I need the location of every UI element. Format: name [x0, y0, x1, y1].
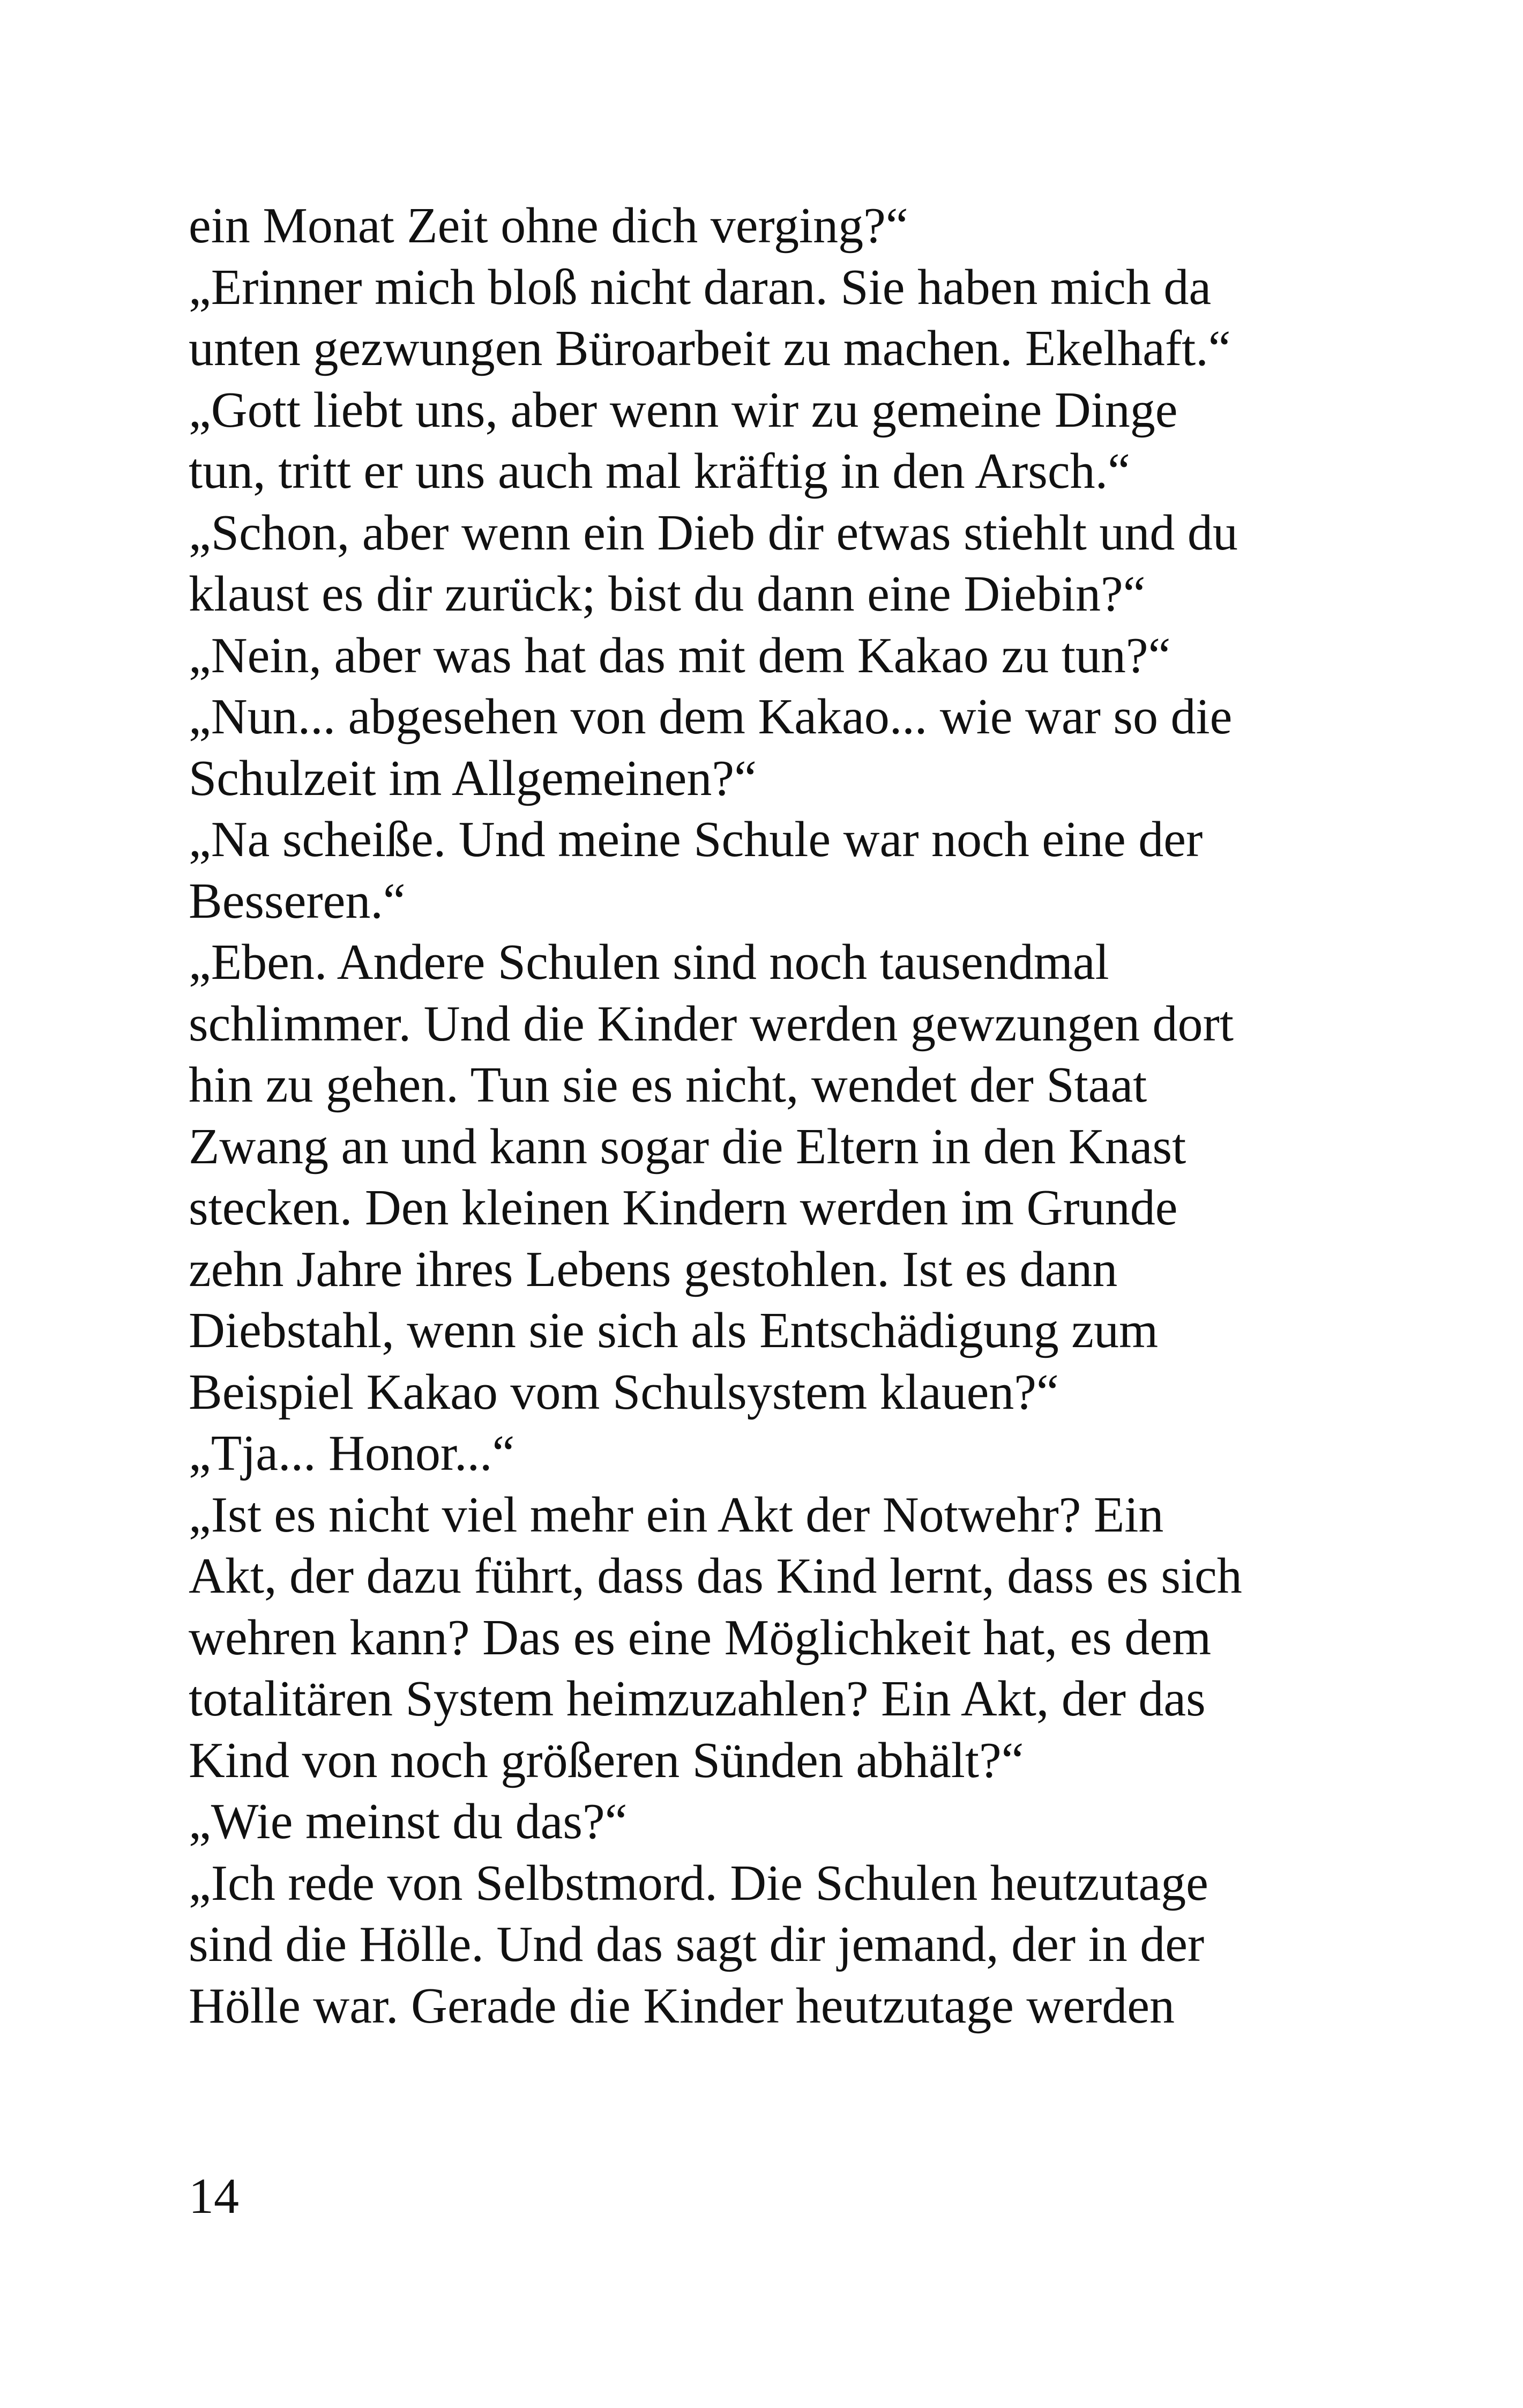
text-line: „Erinner mich bloß nicht daran. Sie haben mich da [189, 259, 1212, 315]
text-line: „Na scheiße. Und meine Schule war noch eine der [189, 812, 1203, 867]
text-line: Besseren.“ [189, 873, 406, 929]
text-line: wehren kann? Das es eine Möglichkeit hat, es dem [189, 1609, 1212, 1666]
text-line: Zwang an und kann sogar die Eltern in den Knast [189, 1118, 1186, 1175]
body-text [189, 195, 1346, 2037]
text-line: „Wie meinst du das?“ [189, 1794, 628, 1849]
text-line: „Nein, aber was hat das mit dem Kakao zu tun?“ [189, 627, 1171, 683]
text-line: unten gezwungen Büroarbeit zu machen. Ekelhaft.“ [189, 321, 1231, 376]
text-line: ein Monat Zeit ohne dich verging?“ [189, 198, 908, 254]
text-line: schlimmer. Und die Kinder werden gewzungen dort [189, 995, 1234, 1052]
text-line: „Tja... Honor...“ [189, 1425, 515, 1481]
text-line: Diebstahl, wenn sie sich als Entschädigung zum [189, 1303, 1159, 1358]
text-line: hin zu gehen. Tun sie es nicht, wendet der Staat [189, 1057, 1147, 1113]
text-line: „Nun... abgesehen von dem Kakao... wie war so die [189, 689, 1233, 745]
text-line: Kind von noch größeren Sünden abhält?“ [189, 1732, 1024, 1788]
text-line: Hölle war. Gerade die Kinder heutzutage werden [189, 1978, 1175, 2034]
text-line: „Eben. Andere Schulen sind noch tausendmal [189, 934, 1109, 990]
text-line: Akt, der dazu führt, dass das Kind lernt, dass es sich [189, 1548, 1242, 1604]
text-line: totalitären System heimzuzahlen? Ein Akt, der das [189, 1671, 1206, 1727]
text-line: Schulzeit im Allgemeinen?“ [189, 750, 757, 806]
page-number: 14 [189, 2168, 239, 2224]
text-line: sind die Hölle. Und das sagt dir jemand, der in der [189, 1916, 1205, 1972]
text-line: „Schon, aber wenn ein Dieb dir etwas stiehlt und du [189, 504, 1238, 561]
text-line: tun, tritt er uns auch mal kräftig in den Arsch.“ [189, 443, 1130, 499]
text-line: „Ich rede von Selbstmord. Die Schulen heutzutage [189, 1855, 1208, 1911]
text-line: „Gott liebt uns, aber wenn wir zu gemeine Dinge [189, 382, 1178, 438]
text-line: zehn Jahre ihres Lebens gestohlen. Ist es dann [189, 1241, 1118, 1297]
text-line: stecken. Den kleinen Kindern werden im Grunde [189, 1180, 1178, 1236]
text-line: „Ist es nicht viel mehr ein Akt der Notwehr? Ein [189, 1487, 1164, 1543]
text-line: Beispiel Kakao vom Schulsystem klauen?“ [189, 1364, 1059, 1420]
text-line: klaust es dir zurück; bist du dann eine Diebin?“ [189, 566, 1146, 622]
